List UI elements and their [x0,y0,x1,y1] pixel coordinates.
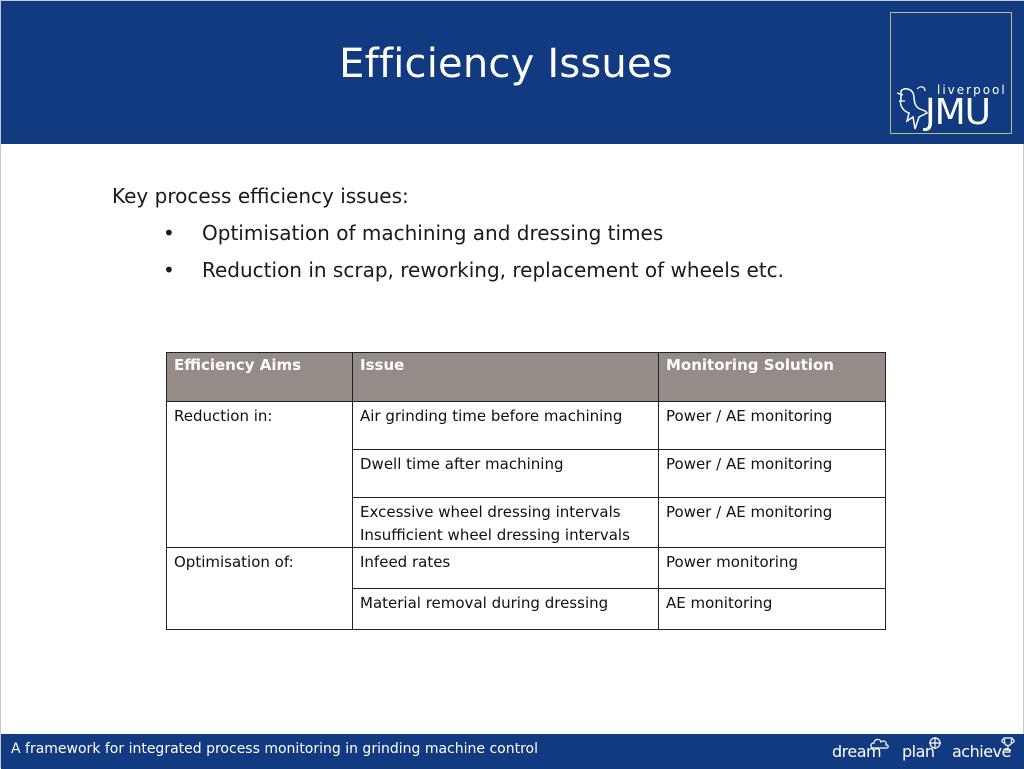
table-header-row [167,353,886,402]
logo-liverpool-text: liverpool [937,83,1007,97]
solution-cell: Power / AE monitoring [659,450,886,498]
cloud-icon [870,737,890,751]
trophy-icon [1000,737,1016,751]
tagline-achieve: achieve [952,742,1011,761]
solution-cell: Power monitoring [659,548,886,589]
tagline-dream: dream [832,742,882,761]
compass-icon [928,736,942,750]
bullet-icon: • [163,258,175,282]
header-issue: Issue [353,353,659,402]
header-efficiency-aims: Efficiency Aims [167,353,353,402]
header-monitoring-solution: Monitoring Solution [659,353,886,402]
university-logo [890,12,1012,134]
aim-cell: Reduction in: [167,402,353,548]
issue-cell: Material removal during dressing [353,589,659,630]
issue-line: Insufficient wheel dressing intervals [360,526,630,544]
footer-bar [1,734,1024,769]
intro-text: Key process efficiency issues: [112,184,409,208]
title-bar [1,1,1024,144]
solution-cell: Power / AE monitoring [659,498,886,548]
footer-text: A framework for integrated process monitoring in grinding machine control [11,741,538,757]
efficiency-table [166,352,886,630]
issue-cell: Infeed rates [353,548,659,589]
bullet-text: Optimisation of machining and dressing times [202,221,664,245]
aim-cell: Optimisation of: [167,548,353,630]
bullet-icon: • [163,221,175,245]
issue-cell [353,498,659,548]
issue-cell: Air grinding time before machining [353,402,659,450]
table-row [167,402,886,450]
issue-cell: Dwell time after machining [353,450,659,498]
solution-cell: Power / AE monitoring [659,402,886,450]
slide-title: Efficiency Issues [339,41,673,87]
table-row [167,548,886,589]
solution-cell: AE monitoring [659,589,886,630]
bullet-text: Reduction in scrap, reworking, replacement of wheels etc. [202,258,785,282]
logo-jmu-text: JMU [925,92,991,133]
tagline-plan: plan [902,742,935,761]
issue-line: Excessive wheel dressing intervals [360,503,621,521]
